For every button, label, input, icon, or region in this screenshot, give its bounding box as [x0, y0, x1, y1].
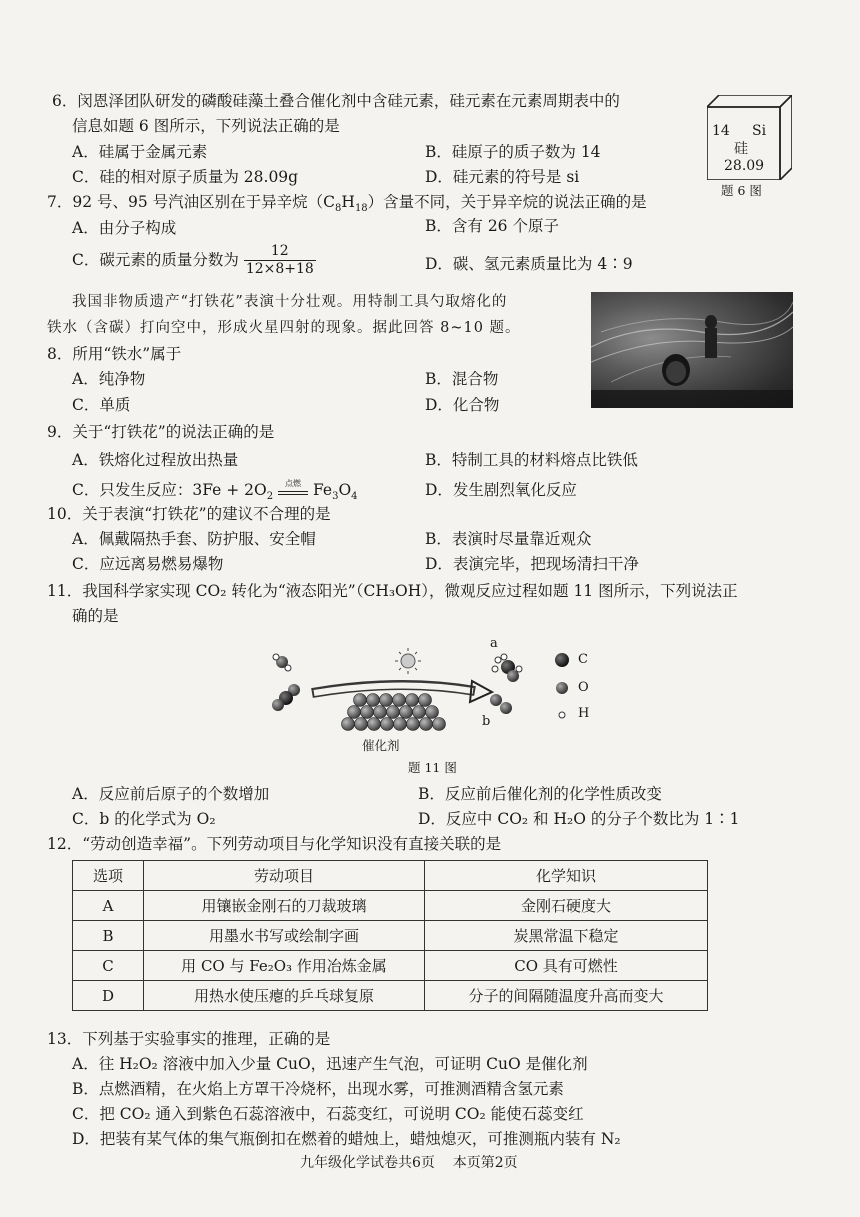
catalyst-particle: [355, 718, 368, 731]
q11-option-a: A．反应前后原子的个数增加: [72, 785, 270, 803]
catalyst-particle: [368, 718, 381, 731]
q10-stem: 10．关于表演“打铁花”的建议不合理的是: [47, 505, 331, 523]
catalyst-particle: [342, 718, 355, 731]
q6-stem-line2: 信息如题 6 图所示，下列说法正确的是: [72, 117, 340, 135]
q11-option-b: B．反应前后催化剂的化学性质改变: [418, 785, 662, 803]
q8-option-d: D．化合物: [425, 396, 500, 414]
q11-option-c: C．b 的化学式为 O₂: [72, 810, 216, 828]
q13-stem: 13．下列基于实验事实的推理，正确的是: [47, 1030, 331, 1048]
table-row: [73, 951, 708, 981]
q9-stem: 9．关于“打铁花”的说法正确的是: [47, 423, 275, 441]
water-molecule-left: [273, 654, 291, 671]
catalyst-particle: [393, 694, 406, 707]
catalyst-particle: [407, 718, 420, 731]
table-row: [73, 981, 708, 1011]
page-footer: 九年级化学试卷共6页 本页第2页: [300, 1155, 518, 1171]
catalyst-label: 催化剂: [362, 738, 400, 753]
table-cell: 炭黑常温下稳定: [425, 921, 708, 951]
q8-stem: 8．所用“铁水”属于: [47, 345, 182, 363]
q13-option-c: C．把 CO₂ 通入到紫色石蕊溶液中，石蕊变红，可说明 CO₂ 能使石蕊变红: [72, 1105, 584, 1123]
q7-option-c: C．碳元素的质量分数为 $\frac{12}{12\times 8+18}$: [72, 243, 314, 277]
catalyst-particle: [348, 706, 361, 719]
oxygen-molecule: [490, 694, 512, 714]
q6-option-b: B．硅原子的质子数为 14: [425, 143, 601, 161]
catalyst-particle: [361, 706, 374, 719]
catalyst-particle: [413, 706, 426, 719]
q9-option-a: A．铁熔化过程放出热量: [72, 451, 239, 469]
catalyst-particles: [342, 694, 446, 731]
q13-option-b: B．点燃酒精，在火焰上方罩干冷烧杯，出现水雾，可推测酒精含氢元素: [72, 1080, 564, 1098]
label-a: a: [490, 636, 498, 651]
header-knowledge: 化学知识: [425, 861, 708, 891]
reaction-diagram: [260, 638, 620, 758]
passage-line2: 铁水（含碳）打向空中，形成火星四射的现象。据此回答 8~10 题。: [47, 320, 521, 336]
q9-option-c: C．只发生反应：$3Fe + 2O_2$ 点燃 $Fe_3O_4$: [72, 479, 358, 503]
catalyst-particle: [426, 706, 439, 719]
catalyst-particle: [354, 694, 367, 707]
header-option: 选项: [73, 861, 144, 891]
legend-carbon-icon: [555, 653, 569, 667]
q7-stem: 7．92 号、95 号汽油区别在于异辛烷$(C_8H_{18})$含量不同，关于异辛烷的说法正确的是: [47, 193, 647, 215]
catalyst-particle: [374, 706, 387, 719]
label-b: b: [482, 714, 491, 729]
table-cell: 用 CO 与 Fe₂O₃ 作用冶炼金属: [144, 951, 425, 981]
q11-stem-line2: 确的是: [72, 607, 119, 625]
table-cell: A: [73, 891, 144, 921]
figure6-caption: 题 6 图: [721, 183, 762, 198]
table-cell: C: [73, 951, 144, 981]
q13-option-a: A．往 H₂O₂ 溶液中加入少量 CuO，迅速产生气泡，可证明 CuO 是催化剂: [72, 1055, 588, 1073]
table-row: [73, 921, 708, 951]
catalyst-particle: [420, 718, 433, 731]
catalyst-particle: [380, 694, 393, 707]
q9-option-b: B．特制工具的材料熔点比铁低: [425, 451, 638, 469]
q6-option-d: D．硅元素的符号是 si: [425, 168, 580, 186]
table-cell: 用热水使压瘪的乒乓球复原: [144, 981, 425, 1011]
co2-molecule-left: [272, 684, 300, 711]
catalyst-particle: [394, 718, 407, 731]
legend-label-c: C: [578, 652, 588, 667]
q9-option-d: D．发生剧烈氧化反应: [425, 481, 577, 499]
table-cell: 用镶嵌金刚石的刀裁玻璃: [144, 891, 425, 921]
table-row: [73, 891, 708, 921]
legend-hydrogen-icon: [559, 712, 565, 718]
q7-option-d: D．碳、氢元素质量比为 4∶9: [425, 255, 633, 273]
methanol-molecule: [492, 654, 522, 682]
q8-option-b: B．混合物: [425, 370, 499, 388]
q6-stem-line1: 6．闵恩泽团队研发的磷酸硅藻土叠合催化剂中含硅元素，硅元素在元素周期表中的: [52, 92, 620, 110]
passage-line1: 我国非物质遗产“打铁花”表演十分壮观。用特制工具勺取熔化的: [72, 294, 508, 310]
catalyst-particle: [433, 718, 446, 731]
catalyst-particle: [406, 694, 419, 707]
labor-knowledge-table: [72, 860, 708, 1011]
header-labor: 劳动项目: [144, 861, 425, 891]
table-cell: 用墨水书写或绘制字画: [144, 921, 425, 951]
q7-option-a: A．由分子构成: [72, 219, 177, 237]
table-cell: B: [73, 921, 144, 951]
q8-option-c: C．单质: [72, 396, 131, 414]
legend-label-h: H: [578, 706, 590, 721]
element-symbol: Si: [752, 123, 767, 139]
q11-option-d: D．反应中 CO₂ 和 H₂O 的分子个数比为 1∶1: [418, 810, 740, 828]
legend-oxygen-icon: [556, 682, 568, 694]
table-cell: D: [73, 981, 144, 1011]
q7-option-b: B．含有 26 个原子: [425, 217, 559, 235]
q10-option-a: A．佩戴隔热手套、防护服、安全帽: [72, 530, 316, 548]
q13-option-d: D．把装有某气体的集气瓶倒扣在燃着的蜡烛上，蜡烛熄灭，可推测瓶内装有 N₂: [72, 1130, 621, 1148]
table-cell: 金刚石硬度大: [425, 891, 708, 921]
q10-option-d: D．表演完毕，把现场清扫干净: [425, 555, 639, 573]
catalyst-particle: [419, 694, 432, 707]
catalyst-particle: [367, 694, 380, 707]
catalyst-particle: [381, 718, 394, 731]
q11-stem-line1: 11．我国科学家实现 CO₂ 转化为“液态阳光”（CH₃OH），微观反应过程如题 11 图所示，下列说法正: [47, 582, 738, 600]
q6-option-c: C．硅的相对原子质量为 28.09g: [72, 168, 299, 186]
mass-fraction: $\frac{12}{12\times 8+18}$: [245, 243, 314, 277]
table-header-row: [73, 861, 708, 891]
q10-option-c: C．应远离易燃易爆物: [72, 555, 224, 573]
table-cell: CO 具有可燃性: [425, 951, 708, 981]
table-cell: 分子的间隔随温度升高而变大: [425, 981, 708, 1011]
q10-option-b: B．表演时尽量靠近观众: [425, 530, 592, 548]
catalyst-particle: [387, 706, 400, 719]
catalyst-particle: [400, 706, 413, 719]
sun-icon: [395, 648, 421, 674]
q8-option-a: A．纯净物: [72, 370, 146, 388]
legend-label-o: O: [578, 680, 589, 695]
element-number: 14: [712, 123, 730, 139]
q12-stem: 12．“劳动创造幸福”。下列劳动项目与化学知识没有直接关联的是: [47, 835, 502, 853]
element-mass: 28.09: [724, 158, 765, 174]
element-name: 硅: [734, 141, 748, 157]
figure11-caption: 题 11 图: [408, 760, 457, 775]
iron-flower-photo: [591, 292, 793, 408]
q6-option-a: A．硅属于金属元素: [72, 143, 208, 161]
